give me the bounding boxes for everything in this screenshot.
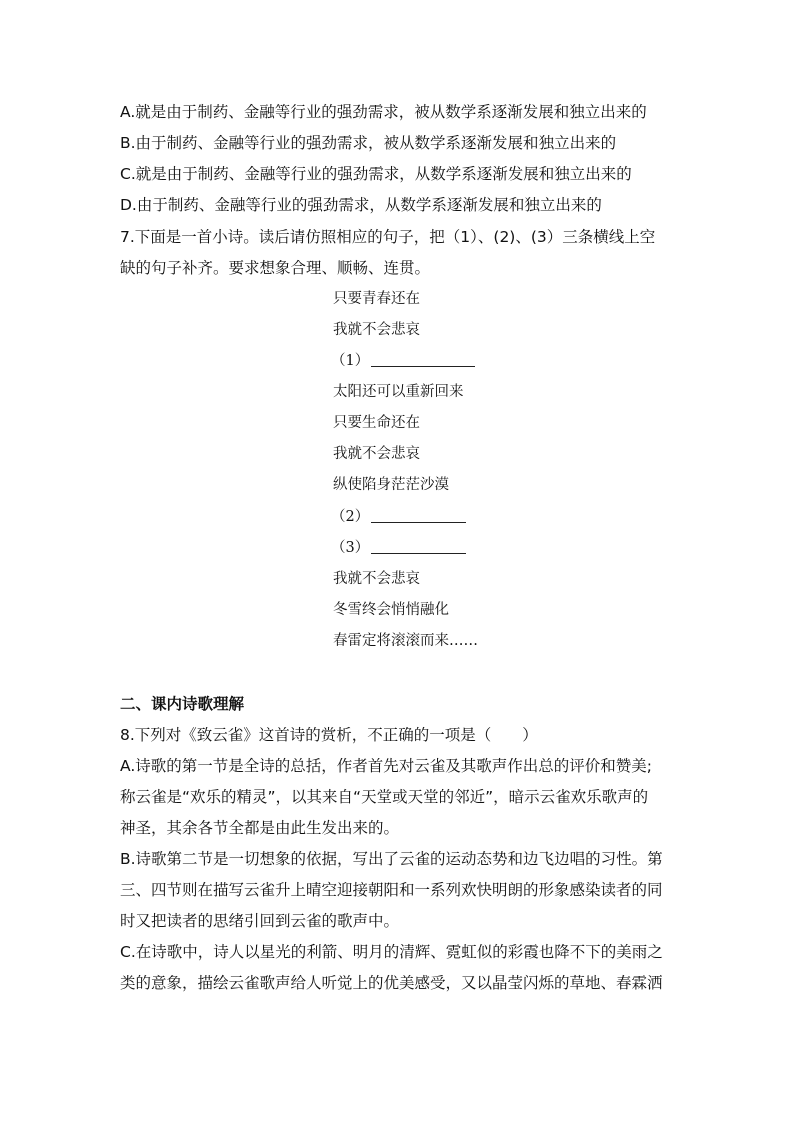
q8-option-c-line: 类的意象，描绘云雀歌声给人听觉上的优美感受，又以晶莹闪烁的草地、春霖洒 (120, 974, 663, 992)
q6-option-d: D.由于制药、金融等行业的强劲需求，从数学系逐渐发展和独立出来的 (120, 196, 602, 214)
q6-option-a: A.就是由于制药、金融等行业的强劲需求，被从数学系逐渐发展和独立出来的 (120, 103, 647, 121)
poem-line: 春雷定将滚滚而来…… (333, 633, 478, 649)
poem-line: 我就不会悲哀 (333, 446, 420, 462)
poem-line: 只要青春还在 (333, 291, 420, 307)
q8-option-b-line: 三、四节则在描写云雀升上晴空迎接朝阳和一系列欢快明朗的形象感染读者的同 (120, 881, 663, 899)
q8-option-c-line: C.在诗歌中，诗人以星光的利箭、明月的清辉、霓虹似的彩霞也降不下的美雨之 (120, 943, 663, 961)
q8-option-b-line: 时又把读者的思绪引回到云雀的歌声中。 (120, 912, 400, 930)
poem-line: 纵使陷身茫茫沙漠 (333, 477, 449, 493)
poem-line: 只要生命还在 (333, 415, 420, 431)
q6-option-c: C.就是由于制药、金融等行业的强劲需求，从数学系逐渐发展和独立出来的 (120, 165, 632, 183)
answer-blank-line (371, 506, 466, 523)
answer-blank-line (371, 537, 466, 554)
section-heading: 二、课内诗歌理解 (120, 695, 245, 713)
q8-option-b-line: B.诗歌第二节是一切想象的依据，写出了云雀的运动态势和边飞边唱的习性。第 (120, 850, 663, 868)
blank-label: （2） (331, 509, 370, 525)
blank-label: （3） (331, 540, 370, 556)
poem-line: 太阳还可以重新回来 (333, 384, 464, 400)
poem-line: 我就不会悲哀 (333, 322, 420, 338)
poem-line: 我就不会悲哀 (333, 571, 420, 587)
blank-label: （1） (331, 353, 370, 369)
q8-option-a-line: 称云雀是“欢乐的精灵”，以其来自“天堂或天堂的邻近”，暗示云雀欢乐歌声的 (120, 788, 649, 806)
q6-option-b: B.由于制药、金融等行业的强劲需求，被从数学系逐渐发展和独立出来的 (120, 134, 617, 152)
q8-option-a-line: A.诗歌的第一节是全诗的总括，作者首先对云雀及其歌声作出总的评价和赞美; (120, 757, 652, 775)
q7-stem-line1: 7.下面是一首小诗。读后请仿照相应的句子，把（1）、(2)、(3）三条横线上空 (120, 228, 656, 246)
q8-option-a-line: 神圣，其余各节全都是由此生发出来的。 (120, 819, 400, 837)
poem-blank-2 (331, 506, 466, 528)
poem-blank-3 (331, 537, 466, 559)
q7-stem-line2: 缺的句子补齐。要求想象合理、顺畅、连贯。 (120, 259, 431, 277)
poem-blank-1 (331, 350, 475, 372)
answer-blank-line (371, 350, 475, 367)
q8-stem: 8.下列对《致云雀》这首诗的赏析，不正确的一项是（ ） (120, 726, 538, 744)
poem-line: 冬雪终会悄悄融化 (333, 602, 449, 618)
